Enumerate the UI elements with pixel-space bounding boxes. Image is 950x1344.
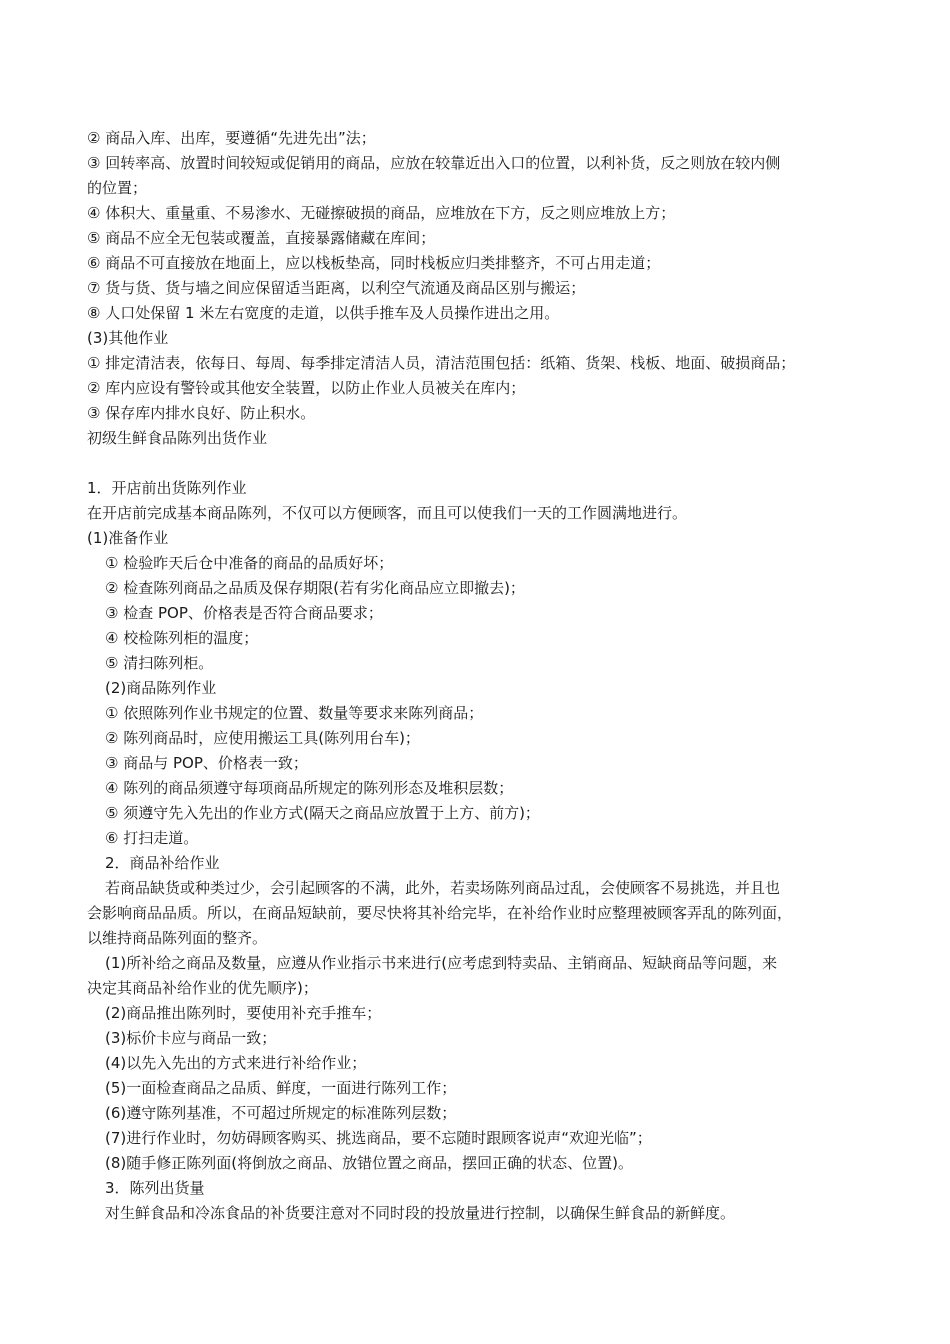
text-line: ③ 商品与 POP、价格表一致； — [105, 754, 308, 772]
section-heading: (2)商品陈列作业 — [105, 679, 217, 697]
text-line: 决定其商品补给作业的优先顺序)； — [87, 979, 318, 997]
text-line: ① 依照陈列作业书规定的位置、数量等要求来陈列商品； — [105, 704, 484, 722]
text-line: ② 陈列商品时，应使用搬运工具(陈列用台车)； — [105, 729, 420, 747]
text-line: ④ 体积大、重量重、不易渗水、无碰擦破损的商品，应堆放在下方，反之则应堆放上方； — [87, 204, 676, 222]
section-heading: 2．商品补给作业 — [105, 854, 220, 872]
text-line: 的位置； — [87, 179, 148, 197]
text-line: (6)遵守陈列基准，不可超过所规定的标准陈列层数； — [105, 1104, 457, 1122]
text-line: 对生鲜食品和冷冻食品的补货要注意对不同时段的投放量进行控制，以确保生鲜食品的新鲜度。 — [105, 1204, 736, 1222]
text-line: (8)随手修正陈列面(将倒放之商品、放错位置之商品，摆回正确的状态、位置)。 — [105, 1154, 633, 1172]
text-line: ④ 陈列的商品须遵守每项商品所规定的陈列形态及堆积层数； — [105, 779, 514, 797]
text-line: ⑧ 人口处保留 1 米左右宽度的走道，以供手推车及人员操作进出之用。 — [87, 304, 560, 322]
text-line: ⑤ 须遵守先入先出的作业方式(隔天之商品应放置于上方、前方)； — [105, 804, 540, 822]
text-line: ③ 检查 POP、价格表是否符合商品要求； — [105, 604, 383, 622]
text-line: ① 检验昨天后仓中准备的商品的品质好坏； — [105, 554, 394, 572]
text-line: ⑥ 商品不可直接放在地面上，应以栈板垫高，同时栈板应归类排整齐，不可占用走道； — [87, 254, 661, 272]
text-line: 以维持商品陈列面的整齐。 — [87, 929, 268, 947]
text-line: ① 排定清洁表，依每日、每周、每季排定清洁人员，清洁范围包括：纸箱、货架、栈板、地面、破损商品； — [87, 354, 796, 372]
section-heading: (3)其他作业 — [87, 329, 169, 347]
text-line: (3)标价卡应与商品一致； — [105, 1029, 277, 1047]
text-line: (1)所补给之商品及数量，应遵从作业指示书来进行(应考虑到特卖品、主销商品、短缺商品等问题，来 — [105, 954, 778, 972]
text-line: (7)进行作业时，勿妨碍顾客购买、挑选商品，要不忘随时跟顾客说声“欢迎光临”； — [105, 1129, 652, 1147]
text-line: ⑤ 商品不应全无包装或覆盖，直接暴露储藏在库间； — [87, 229, 436, 247]
section-heading: 1．开店前出货陈列作业 — [87, 479, 247, 497]
text-line: ③ 保存库内排水良好、防止积水。 — [87, 404, 316, 422]
section-heading: (1)准备作业 — [87, 529, 169, 547]
section-title: 初级生鲜食品陈列出货作业 — [87, 429, 268, 447]
text-line: ② 检查陈列商品之品质及保存期限(若有劣化商品应立即撤去)； — [105, 579, 525, 597]
section-heading: 3．陈列出货量 — [105, 1179, 205, 1197]
text-line: ⑦ 货与货、货与墙之间应保留适当距离，以利空气流通及商品区别与搬运； — [87, 279, 586, 297]
text-line: 在开店前完成基本商品陈列，不仅可以方便顾客，而且可以使我们一天的工作圆满地进行。 — [87, 504, 688, 522]
text-line: (2)商品推出陈列时，要使用补充手推车； — [105, 1004, 382, 1022]
text-line: ⑤ 清扫陈列柜。 — [105, 654, 214, 672]
text-line: 会影响商品品质。所以，在商品短缺前，要尽快将其补给完毕，在补给作业时应整理被顾客弄乱的陈列面， — [87, 904, 793, 922]
text-line: ② 商品入库、出库，要遵循“先进先出”法； — [87, 129, 376, 147]
text-line: ② 库内应设有警铃或其他安全装置，以防止作业人员被关在库内； — [87, 379, 526, 397]
blank-line — [87, 451, 888, 476]
text-line: ③ 回转率高、放置时间较短或促销用的商品，应放在较靠近出入口的位置，以利补货，反之则放在较内侧 — [87, 154, 781, 172]
text-line: ⑥ 打扫走道。 — [105, 829, 199, 847]
text-line: 若商品缺货或种类过少，会引起顾客的不满，此外，若卖场陈列商品过乱，会使顾客不易挑选，并且也 — [105, 879, 781, 897]
text-line: ④ 校检陈列柜的温度； — [105, 629, 259, 647]
text-line: (5)一面检查商品之品质、鲜度，一面进行陈列工作； — [105, 1079, 457, 1097]
text-line: (4)以先入先出的方式来进行补给作业； — [105, 1054, 367, 1072]
